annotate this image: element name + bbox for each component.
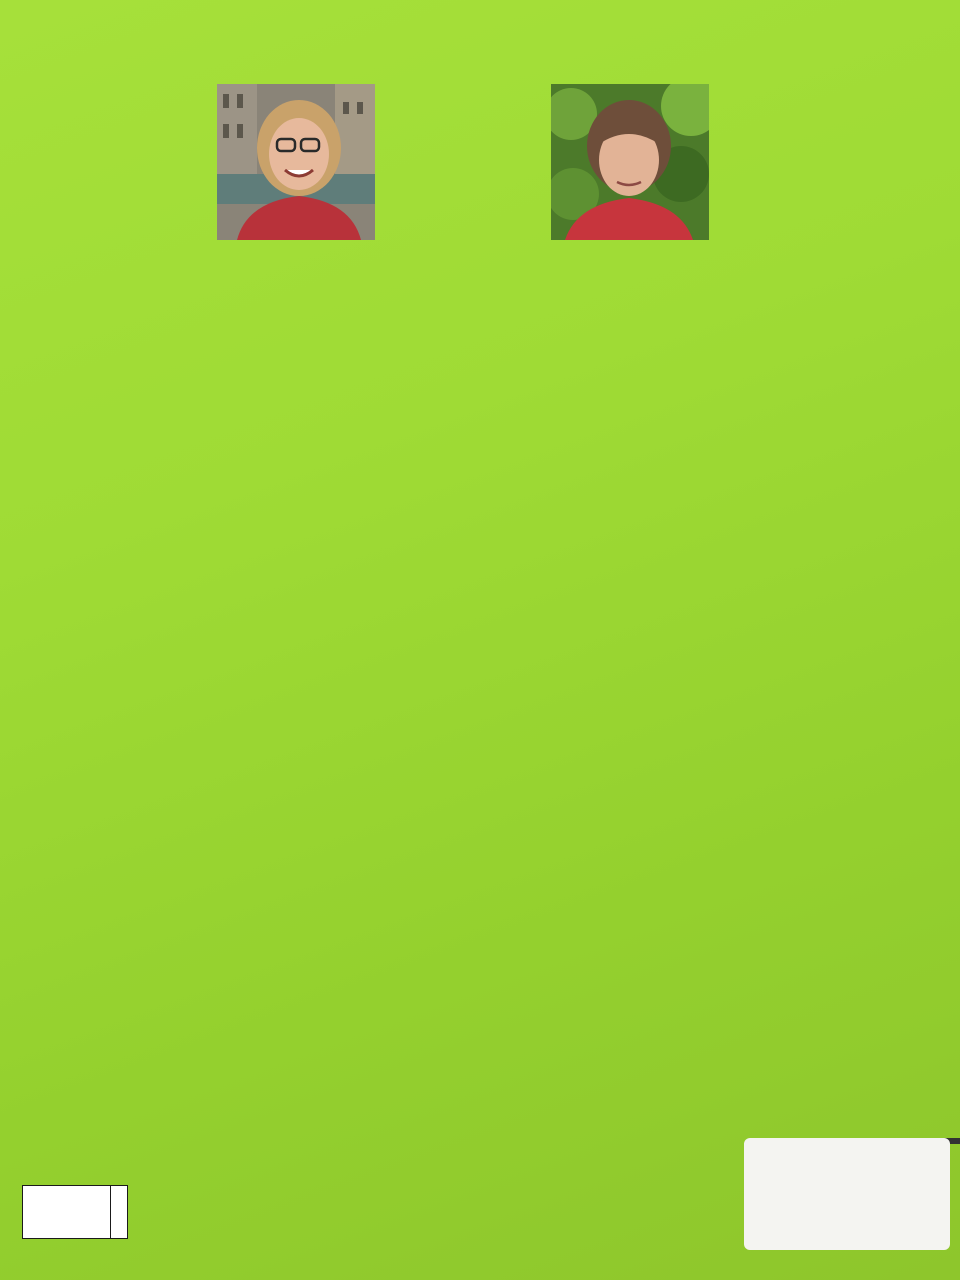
author-photo-lone [217, 84, 375, 240]
isbn-digit-group [756, 1226, 760, 1244]
logo-side-panel [110, 1186, 127, 1238]
author-bio-lone [214, 273, 444, 308]
isbn-barcode-label [744, 1138, 950, 1250]
publisher-logo [22, 1185, 128, 1239]
author-bio-anne [552, 273, 782, 308]
author-photo-anne [551, 84, 709, 240]
isbn-digits [748, 1226, 946, 1244]
barcode-icon [760, 1178, 940, 1230]
